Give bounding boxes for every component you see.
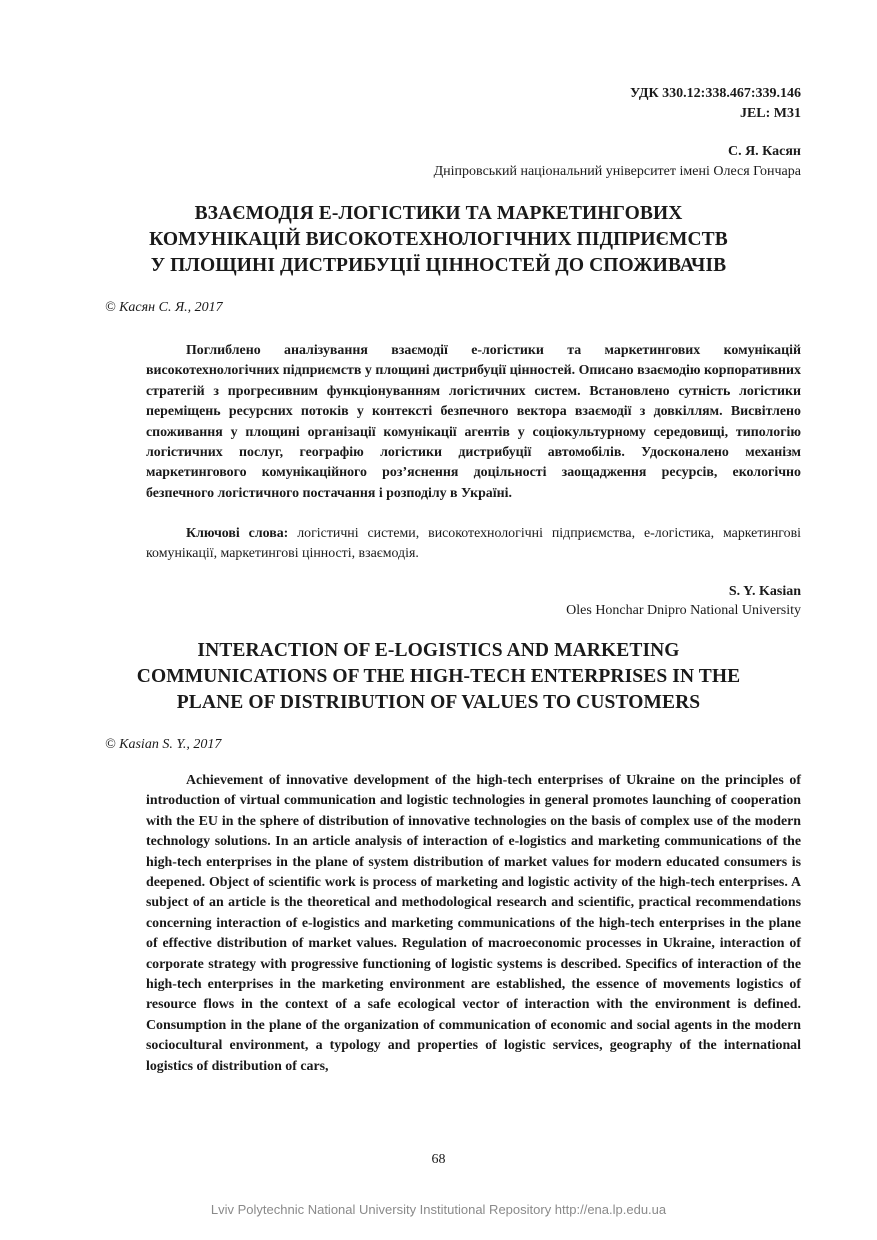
title-ua-line: КОМУНІКАЦІЙ ВИСОКОТЕХНОЛОГІЧНИХ ПІДПРИЄМСТВ <box>149 229 728 250</box>
abstract-ua-text: Поглиблено аналізування взаємодії е-логістики та маркетингових комунікацій високотехнологічних підприємств у площині дистрибуції цінностей. Описано взаємодію корпоративних стратегій з прогресивним функціонуванням логістичних систем. Встановлено сутність логістики переміщень ресурсних потоків у контексті безпечного вектора взаємодії з довкіллям. Висвітлено споживання у площині організації комунікації агентів у соціокультурному середовищі, типологію логістичних послуг, географію логістики дистрибуції автомобілів. Удосконалено механізм маркетингового комунікаційного роз’яснення доцільності заощадження ресурсів, екологічно безпечного логістичного постачання і розподілу в Україні. <box>146 343 801 501</box>
keywords-ua <box>146 524 801 565</box>
title-ua <box>60 201 817 279</box>
keywords-label: Ключові слова: <box>186 526 289 541</box>
affiliation-en: Oles Honchar Dnipro National University <box>566 603 801 618</box>
title-en-line: COMMUNICATIONS OF THE HIGH-TECH ENTERPRISES IN THE <box>136 666 741 687</box>
author-ua: С. Я. Касян <box>727 144 801 159</box>
title-en-line: PLANE OF DISTRIBUTION OF VALUES TO CUSTOMERS <box>176 692 701 713</box>
classification-codes <box>630 84 801 124</box>
title-ua-line: ВЗАЄМОДІЯ Е-ЛОГІСТИКИ ТА МАРКЕТИНГОВИХ <box>194 203 683 224</box>
title-en <box>60 638 817 716</box>
author-en: S. Y. Kasian <box>728 584 801 599</box>
abstract-en <box>146 771 801 1077</box>
page-number: 68 <box>431 1152 446 1167</box>
keywords-text: логістичні системи, високотехнологічні підприємства, е-логістика, маркетингові комунікації, маркетингові цінності, взаємодія. <box>146 526 801 562</box>
jel-code: JEL: M31 <box>739 106 801 121</box>
title-en-line: INTERACTION OF E-LOGISTICS AND MARKETING <box>197 640 680 661</box>
copyright-en: © Kasian S. Y., 2017 <box>105 737 222 752</box>
abstract-en-text: Achievement of innovative development of the high-tech enterprises of Ukraine on the principles of introduction of virtual communication and logistic technologies in general promotes launching of cooperation with the EU in the sphere of distribution of innovative technologies on the basis of complex use of the modern technology solutions. In an article analysis of interaction of e-logistics and marketing communications of the high-tech enterprises in the plane of system distribution of market values for modern educated consumers is deepened. Object of scientific work is process of marketing and logistic activity of the high-tech enterprises. A subject of an article is the theoretical and methodological research and scientific, practical recommendations concerning interaction of e-logistics and marketing communications of the high-tech enterprises in the plane of effective distribution of market values. Regulation of macroeconomic processes in Ukraine, interaction of corporate strategy with progressive functioning of logistic systems is described. Specifics of interaction of the high-tech enterprises in the marketing environment are established, the essence of movements logistics of resource flows in the context of a safe ecological vector of interaction with the environment is defined. Consumption in the plane of the organization of communication of economic and social agents in the modern sociocultural environment, a typology and properties of logistic services, geography of the international logistics of distribution of cars, <box>146 773 801 1074</box>
copyright-ua: © Касян С. Я., 2017 <box>105 300 223 315</box>
repository-footer: Lviv Polytechnic National University Institutional Repository http://ena.lp.edu.ua <box>210 1202 667 1217</box>
affiliation-ua: Дніпровський національний університет імені Олеся Гончара <box>433 164 801 179</box>
title-ua-line: У ПЛОЩИНІ ДИСТРИБУЦІЇ ЦІННОСТЕЙ ДО СПОЖИВАЧІВ <box>150 255 727 276</box>
udk-code: УДК 330.12:338.467:339.146 <box>630 86 801 101</box>
abstract-ua <box>146 341 801 504</box>
